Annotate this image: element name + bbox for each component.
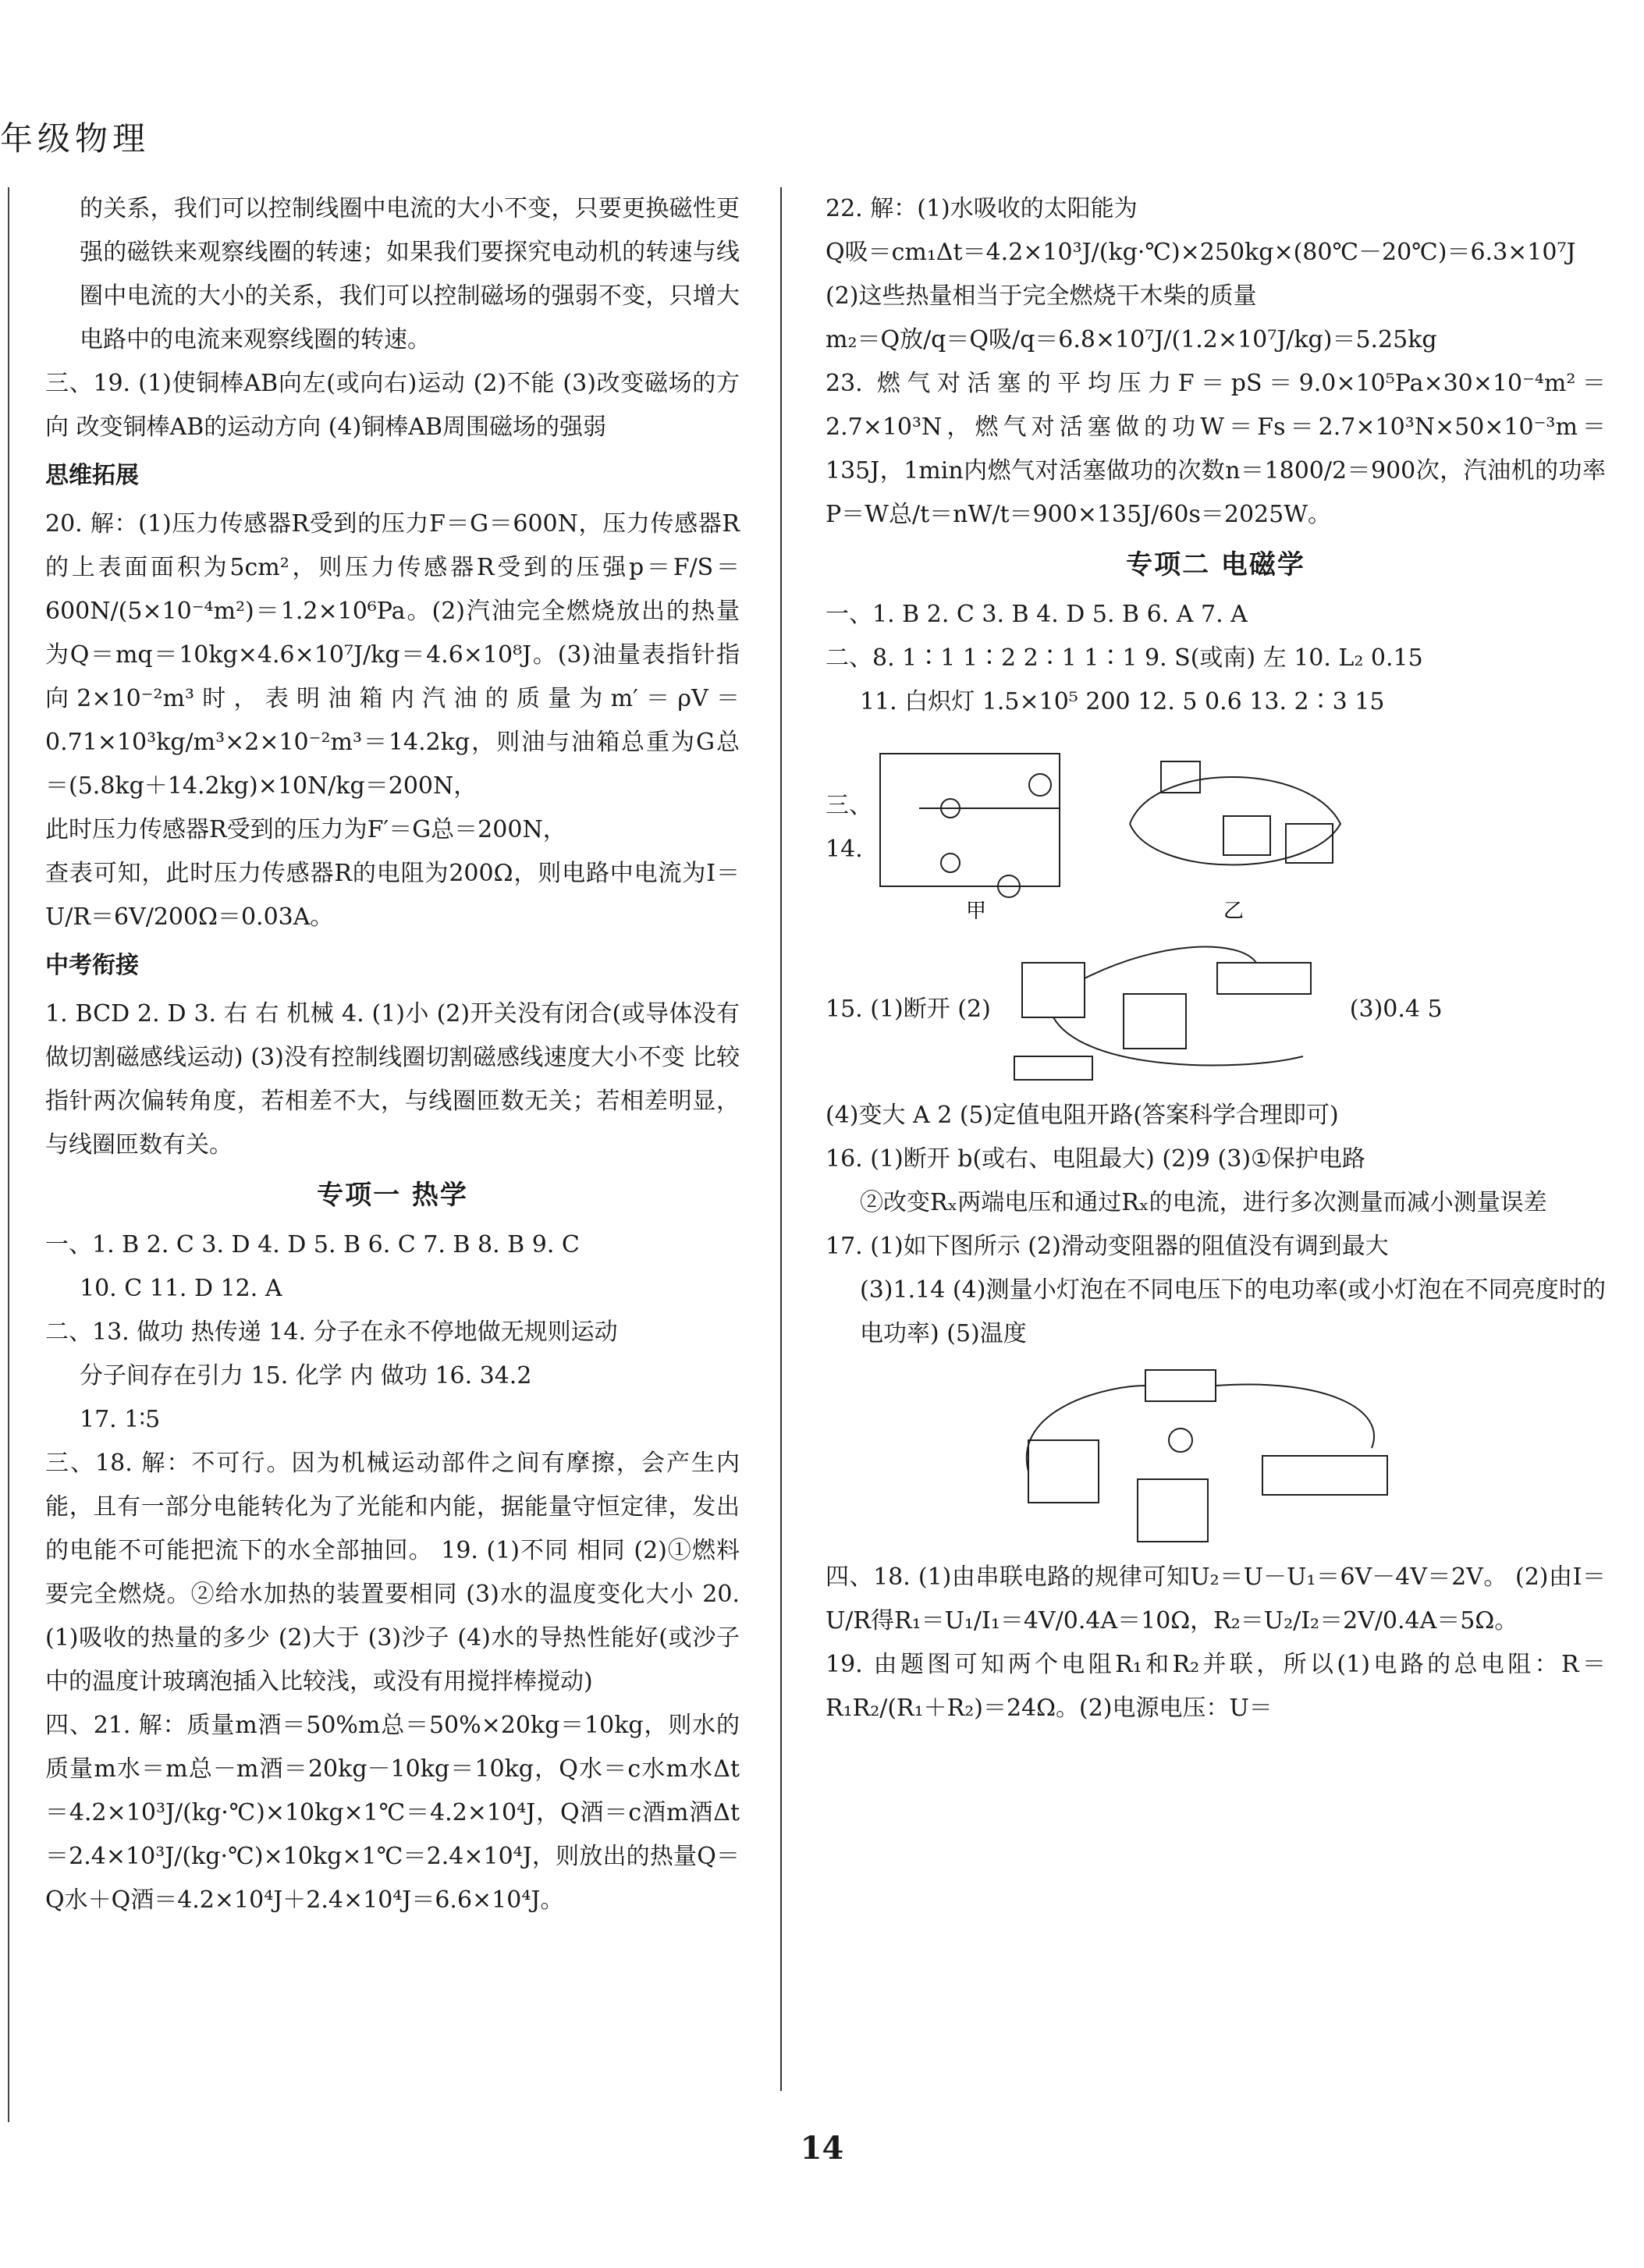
answer-q22d: m₂＝Q放/q＝Q吸/q＝6.8×10⁷J/(1.2×10⁷J/kg)＝5.25kg bbox=[826, 326, 1437, 353]
answer-q16a: 16. (1)断开 b(或右、电阻最大) (2)9 (3)①保护电路 bbox=[826, 1145, 1365, 1173]
figure-q14 bbox=[826, 730, 1606, 925]
wiring-q17 bbox=[1027, 1384, 1374, 1471]
section-title-zhongkao: 中考衔接 bbox=[45, 952, 139, 979]
meter-a2-icon bbox=[1286, 824, 1333, 863]
lamp-l2-icon bbox=[941, 854, 960, 872]
right-column bbox=[826, 187, 1606, 1730]
circuit-loop-jia bbox=[880, 754, 1060, 886]
answer-q23: 23. 燃气对活塞的平均压力F＝pS＝9.0×10⁵Pa×30×10⁻⁴m²＝2.7×10³N，燃气对活塞做的功W＝Fs＝2.7×10³N×50×10⁻³m＝135J，1min内燃气对活塞做功的次数n＝1800/2＝900次，汽油机的功率P＝W总/t＝nW/t＝900×135J/60s＝2025W。 bbox=[826, 370, 1606, 528]
answer-q22a: 22. 解：(1)水吸收的太阳能为 bbox=[826, 195, 1138, 222]
battery-icon bbox=[1161, 761, 1200, 793]
answer-paragraph: 的关系，我们可以控制线圈中电流的大小不变，只要更换磁性更强的磁铁来观察线圈的转速；如果我们要探究电动机的转速与线圈中电流的大小的关系，我们可以控制磁场的强弱不变，只增大电路中的电流来观察线圈的转速。 bbox=[80, 195, 740, 353]
ammeter-icon bbox=[1138, 1479, 1208, 1542]
answer-q22b: Q吸＝cm₁Δt＝4.2×10³J/(kg·℃)×250kg×(80℃－20℃)＝6.3×10⁷J bbox=[826, 239, 1576, 266]
answer-zhongkao: 1. BCD 2. D 3. 右 右 机械 4. (1)小 (2)开关没有闭合(或导体没有做切割磁感线运动) (3)没有控制线圈切割磁感线速度大小不变 比较指针两次偏转角度，若相差不大，与线圈匝数无关；若相差明显，与线圈匝数有关。 bbox=[45, 1000, 740, 1159]
answer-q20: 20. 解：(1)压力传感器R受到的压力F＝G＝600N，压力传感器R的上表面面积为5cm²，则压力传感器R受到的压强p＝F/S＝600N/(5×10⁻⁴m²)＝1.2×10⁶Pa。(2)汽油完全燃烧放出的热量为Q＝mq＝10kg×4.6×10⁷J/kg＝4.6×10⁸J。(3)油量表指针指向2×10⁻²m³时，表明油箱内汽油的质量为m′＝ρV＝0.71×10³kg/m³×2×10⁻²m³＝14.2kg，则油与油箱总重为G总＝(5.8kg＋14.2kg)×10N/kg＝200N， bbox=[45, 510, 740, 800]
answer-fill-p2-2: 11. 白炽灯 1.5×10⁵ 200 12. 5 0.6 13. 2∶3 15 bbox=[860, 688, 1385, 715]
circuit-diagram-q15 bbox=[1007, 932, 1334, 1088]
answer-q18: 四、18. (1)由串联电路的规律可知U₂＝U－U₁＝6V－4V＝2V。 (2)由I＝U/R得R₁＝U₁/I₁＝4V/0.4A＝10Ω，R₂＝U₂/I₂＝2V/0.4A＝5Ω。 bbox=[826, 1563, 1606, 1634]
answer-calc-21: 四、21. 解：质量m酒＝50%m总＝50%×20kg＝10kg，则水的质量m水＝m总－m酒＝20kg－10kg＝10kg，Q水＝c水m水Δt＝4.2×10³J/(kg·℃)×10kg×1℃＝4.2×10⁴J，Q酒＝c酒m酒Δt＝2.4×10³J/(kg·℃)×10kg×1℃＝2.4×10⁴J，则放出的热量Q＝Q水＋Q酒＝4.2×10⁴J＋2.4×10⁴J＝6.6×10⁴J。 bbox=[45, 1712, 740, 1914]
q15-answer-3: (3)0.4 5 bbox=[1349, 996, 1443, 1023]
page-header: 年级物理 bbox=[0, 119, 151, 158]
answer-q16b: ②改变Rₓ两端电压和通过Rₓ的电流，进行多次测量而减小测量误差 bbox=[860, 1189, 1547, 1216]
answer-q19: 19. 由题图可知两个电阻R₁和R₂并联，所以(1)电路的总电阻：R＝R₁R₂/(R₁＋R₂)＝24Ω。(2)电源电压：U＝ bbox=[826, 1651, 1606, 1722]
answer-q19: 三、19. (1)使铜棒AB向左(或向右)运动 (2)不能 (3)改变磁场的方向 改变铜棒AB的运动方向 (4)铜棒AB周围磁场的强弱 bbox=[45, 370, 740, 441]
project-title-1: 专项一 热学 bbox=[317, 1180, 468, 1211]
figure-q17 bbox=[826, 1362, 1606, 1549]
answer-fill-1: 二、13. 做功 热传递 14. 分子在永不停地做无规则运动 bbox=[45, 1319, 618, 1346]
answer-q15c: (4)变大 A 2 (5)定值电阻开路(答案科学合理即可) bbox=[826, 1102, 1339, 1129]
answer-fill-3: 17. 1∶5 bbox=[80, 1406, 161, 1433]
fig-label-jia: 甲 bbox=[966, 900, 987, 923]
answer-fill-2: 分子间存在引力 15. 化学 内 做功 16. 34.2 bbox=[80, 1362, 532, 1390]
meter-a1-icon bbox=[1223, 816, 1270, 855]
answer-choice-p2: 一、1. B 2. C 3. B 4. D 5. B 6. A 7. A bbox=[826, 601, 1248, 628]
circuit-diagram-q14 bbox=[872, 730, 1356, 925]
q14-label: 三、14. bbox=[826, 792, 872, 863]
battery-icon bbox=[1014, 1056, 1092, 1080]
answer-q22c: (2)这些热量相当于完全燃烧干木柴的质量 bbox=[826, 282, 1257, 310]
column-divider bbox=[780, 187, 782, 2091]
voltmeter-icon bbox=[1022, 963, 1085, 1017]
rheostat-icon bbox=[1217, 963, 1311, 994]
answer-choice-1: 一、1. B 2. C 3. D 4. D 5. B 6. C 7. B 8. B 9. C bbox=[45, 1231, 580, 1258]
ammeter-a1-icon bbox=[1029, 774, 1051, 796]
fig-label-yi: 乙 bbox=[1223, 900, 1245, 923]
answer-q20b: 此时压力传感器R受到的压力为F′＝G总＝200N， bbox=[45, 816, 566, 843]
project-title-2: 专项二 电磁学 bbox=[1126, 549, 1305, 580]
voltmeter-icon bbox=[1028, 1440, 1099, 1503]
battery-icon bbox=[1145, 1370, 1216, 1401]
answer-q20c: 查表可知，此时压力传感器R的电阻为200Ω，则电路中电流为I＝U/R＝6V/200Ω＝0.03A。 bbox=[45, 860, 740, 931]
answer-fill-p2-1: 二、8. 1∶1 1∶2 2∶1 1∶1 9. S(或南) 左 10. L₂ 0.15 bbox=[826, 644, 1423, 672]
q15-label: 15. (1)断开 (2) bbox=[826, 996, 991, 1023]
left-column bbox=[45, 187, 740, 1922]
figure-q15 bbox=[826, 932, 1606, 1088]
rheostat-icon bbox=[1262, 1456, 1387, 1495]
wiring-q15 bbox=[1053, 947, 1303, 1066]
margin-rule bbox=[8, 187, 9, 2122]
answer-q17a: 17. (1)如下图所示 (2)滑动变阻器的阻值没有调到最大 bbox=[826, 1233, 1389, 1260]
section-title-siwei: 思维拓展 bbox=[45, 462, 139, 489]
ammeter-icon bbox=[1124, 994, 1186, 1049]
answer-q17b: (3)1.14 (4)测量小灯泡在不同电压下的电功率(或小灯泡在不同亮度时的电功率) (5)温度 bbox=[860, 1276, 1606, 1347]
bulb-icon bbox=[1169, 1429, 1192, 1452]
answer-choice-2: 10. C 11. D 12. A bbox=[80, 1275, 282, 1302]
circuit-diagram-q17 bbox=[1013, 1362, 1419, 1549]
answer-experiment: 三、18. 解：不可行。因为机械运动部件之间有摩擦，会产生内能，且有一部分电能转化为了光能和内能，据能量守恒定律，发出的电能不可能把流下的水全部抽回。 19. (1)不同 相同 (2)①燃料要完全燃烧。②给水加热的装置要相同 (3)水的温度变化大小 20. (1)吸收的热量的多少 (2)大于 (3)沙子 (4)水的导热性能好(或沙子中的温度计玻璃泡插入比较浅，或没有用搅拌棒搅动) bbox=[45, 1450, 740, 1695]
page-number: 14 bbox=[800, 2130, 844, 2167]
